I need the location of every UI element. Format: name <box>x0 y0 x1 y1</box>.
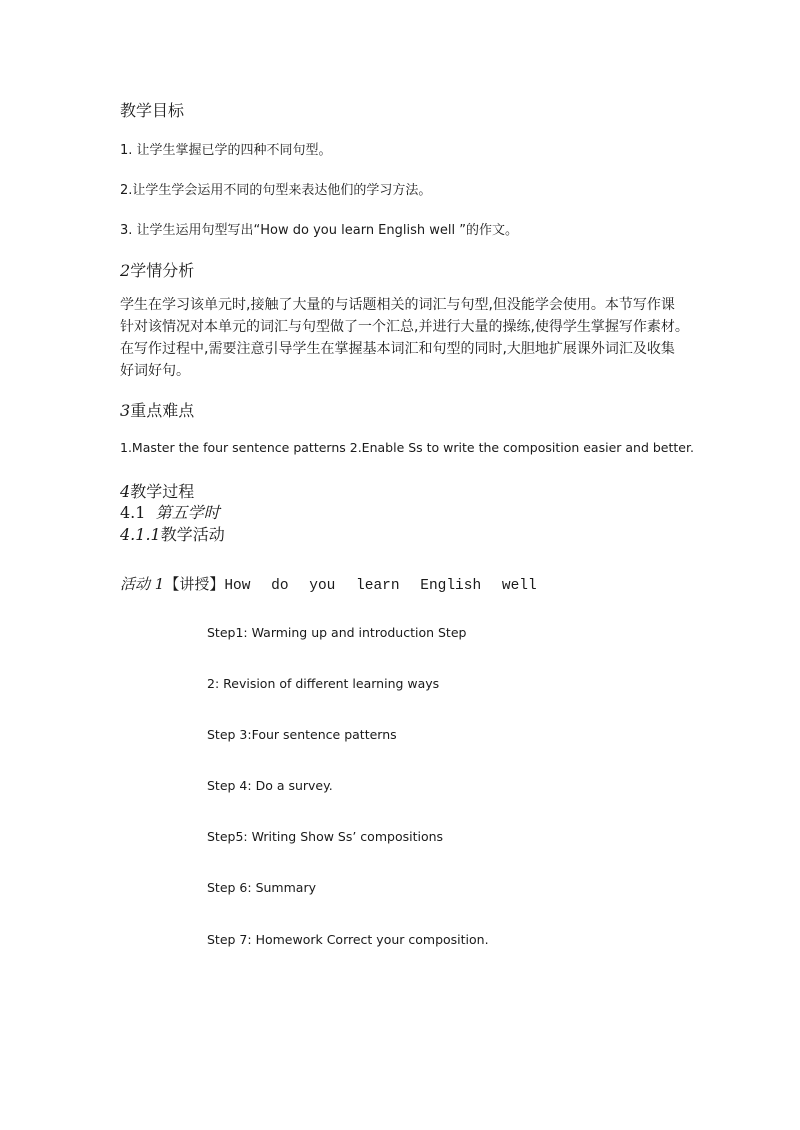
activity-title: How do you learn English well <box>224 578 537 594</box>
analysis-title: 学情分析 <box>130 261 195 280</box>
step-item: Step1: Warming up and introduction Step <box>207 625 467 640</box>
sub2-title: 教学活动 <box>160 525 225 544</box>
step-item: Step 3:Four sentence patterns <box>207 727 397 742</box>
sub1-title: 第五学时 <box>155 503 220 522</box>
keypoints-heading <box>120 398 194 421</box>
keypoints-text: 1.Master the four sentence patterns 2.Enable Ss to write the composition easier and better. <box>120 440 694 455</box>
analysis-number: 2 <box>120 261 131 280</box>
objective-item-2: 2.让学生学会运用不同的句型来表达他们的学习方法。 <box>120 183 432 198</box>
step-item: Step 6: Summary <box>207 880 316 895</box>
analysis-paragraph <box>120 294 689 382</box>
step-item: Step 4: Do a survey. <box>207 778 333 793</box>
objective-item-3: 3. 让学生运用句型写出“How do you learn English well ”的作文。 <box>120 223 518 238</box>
keypoints-title: 重点难点 <box>130 401 195 420</box>
activity-tag: 【讲授】 <box>164 575 225 593</box>
analysis-line-4: 好词好句。 <box>120 363 190 379</box>
step-item: Step 7: Homework Correct your composition. <box>207 932 489 947</box>
sub1-number: 4.1 <box>120 503 146 522</box>
activity-label: 活动 1 <box>120 575 165 593</box>
analysis-heading <box>120 258 194 281</box>
keypoints-number: 3 <box>120 401 131 420</box>
process-title: 教学过程 <box>130 482 195 501</box>
analysis-line-2: 针对该情况对本单元的词汇与句型做了一个汇总,并进行大量的操练,使得学生掌握写作素材。 <box>120 319 689 335</box>
objectives-heading: 教学目标 <box>120 101 185 120</box>
step-item: Step5: Writing Show Ss’ compositions <box>207 829 444 844</box>
process-subheading-1 <box>120 500 220 523</box>
analysis-line-1: 学生在学习该单元时,接触了大量的与话题相关的词汇与句型,但没能学会使用。本节写作课 <box>120 297 675 313</box>
activity-heading <box>120 573 537 594</box>
process-subheading-2 <box>120 522 225 545</box>
step-item: 2: Revision of different learning ways <box>207 676 440 691</box>
process-heading <box>120 479 194 502</box>
sub2-number: 4.1.1 <box>120 525 161 544</box>
objective-item-1: 1. 让学生掌握已学的四种不同句型。 <box>120 143 332 158</box>
analysis-line-3: 在写作过程中,需要注意引导学生在掌握基本词汇和句型的同时,大胆地扩展课外词汇及收集 <box>120 341 675 357</box>
process-number: 4 <box>120 482 131 501</box>
